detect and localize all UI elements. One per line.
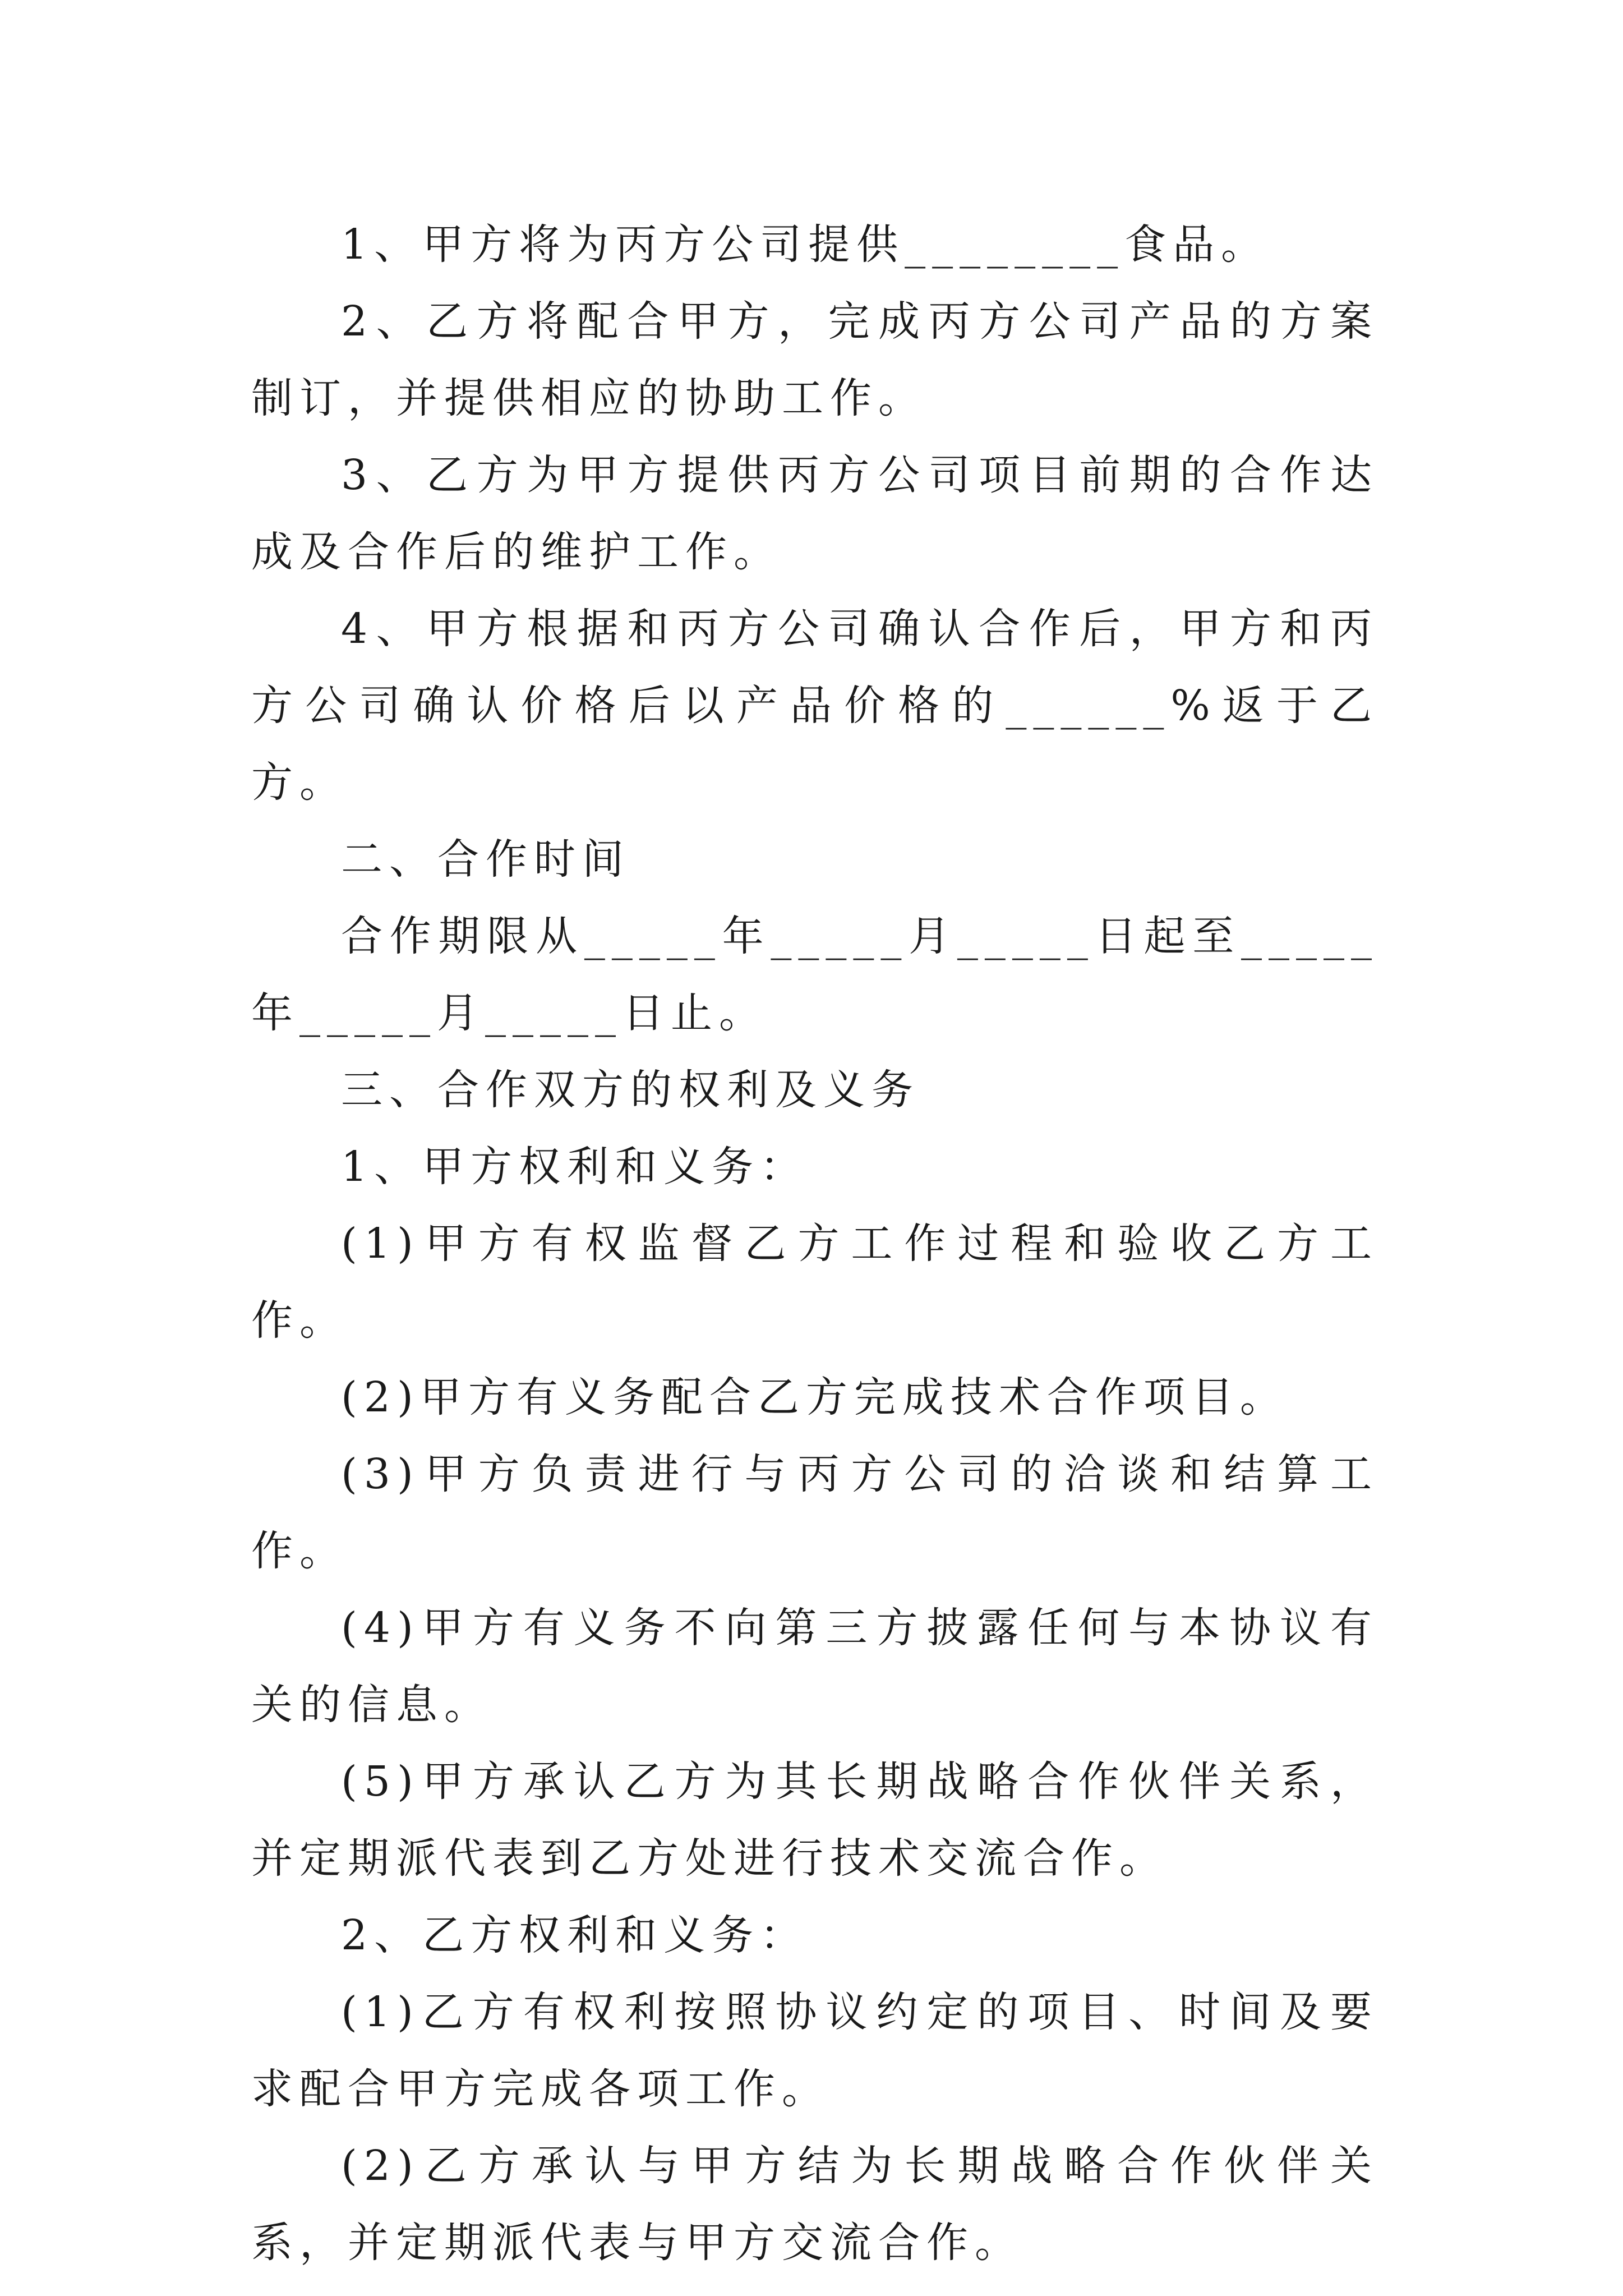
cooperation-period: 合作期限从_____年_____月_____日起至_____年_____月_____日止。: [251, 912, 1378, 1037]
subsection-party-b: 2、乙方权利和义务：: [341, 1911, 809, 1959]
party-a-item-3: (3)甲方负责进行与丙方公司的洽谈和结算工作。: [251, 1450, 1378, 1575]
clause-1-1: 1、甲方将为丙方公司提供________食品。: [341, 220, 1270, 269]
document-page: [251, 206, 1378, 2281]
clause-1-3: 3、乙方为甲方提供丙方公司项目前期的合作达成及合作后的维护工作。: [251, 451, 1378, 576]
party-a-item-5: (5)甲方承认乙方为其长期战略合作伙伴关系，并定期派代表到乙方处进行技术交流合作。: [251, 1757, 1378, 1883]
subsection-party-a: 1、甲方权利和义务：: [341, 1143, 809, 1191]
party-b-item-1: (1)乙方有权利按照协议约定的项目、时间及要求配合甲方完成各项工作。: [251, 1988, 1378, 2113]
party-a-item-2: (2)甲方有义务配合乙方完成技术合作项目。: [341, 1373, 1288, 1421]
party-a-item-4: (4)甲方有义务不向第三方披露任何与本协议有关的信息。: [251, 1604, 1378, 1729]
party-a-item-1: (1)甲方有权监督乙方工作过程和验收乙方工作。: [251, 1220, 1378, 1345]
section-heading-2: 二、合作时间: [341, 835, 630, 884]
section-heading-3: 三、合作双方的权利及义务: [341, 1066, 920, 1114]
clause-1-4: 4、甲方根据和丙方公司确认合作后，甲方和丙方公司确认价格后以产品价格的______%返于乙方。: [251, 605, 1378, 807]
clause-1-2: 2、乙方将配合甲方，完成丙方公司产品的方案制订，并提供相应的协助工作。: [251, 297, 1378, 422]
party-b-item-2: (2)乙方承认与甲方结为长期战略合作伙伴关系，并定期派代表与甲方交流合作。: [251, 2142, 1378, 2267]
